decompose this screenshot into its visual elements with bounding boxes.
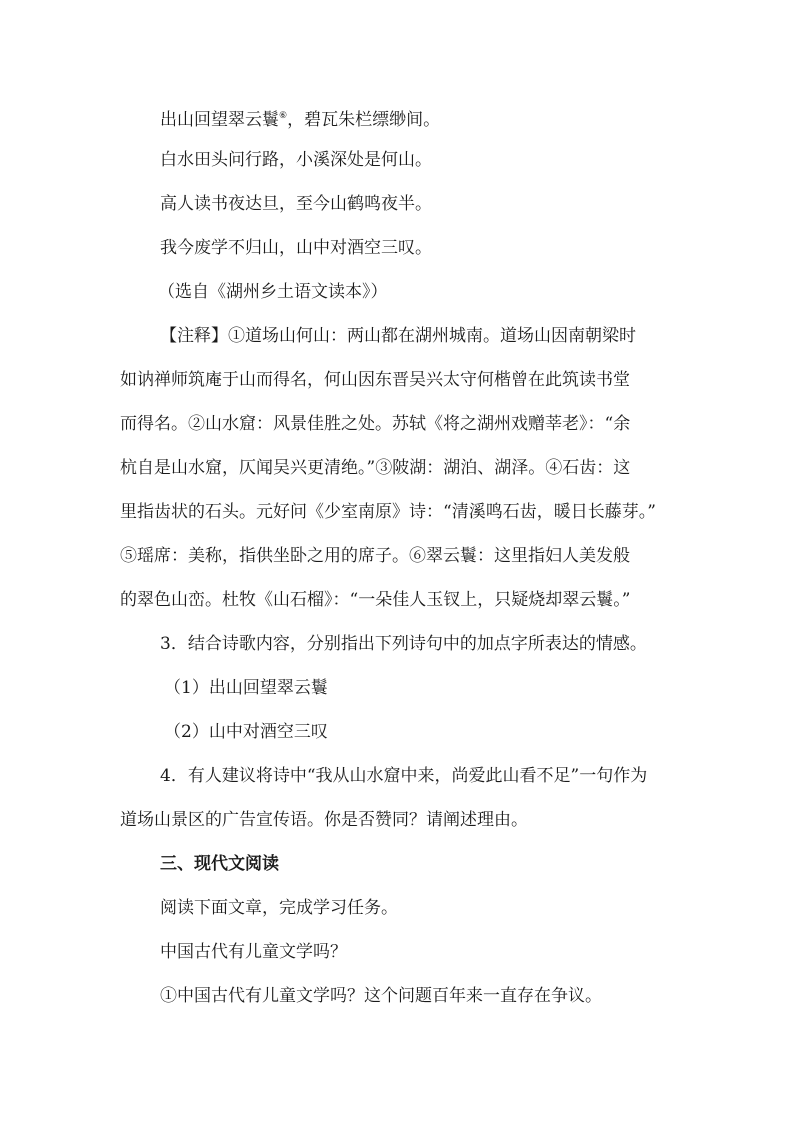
poem-source: （选自《湖州乡土语文读本》） [158,282,388,302]
notes-line: 【注释】①道场山何山：两山都在湖州城南。道场山因南朝梁时 [160,326,636,346]
question-4-line-1: 4．有人建议将诗中“我从山水窟中来，尚爱此山看不足”一句作为 [160,766,648,786]
notes-line: ⑤瑶席：美称，指供坐卧之用的席子。⑥翠云鬟：这里指妇人美发般 [120,546,630,566]
question-3-part-2: （2）山中对酒空三叹 [164,722,328,742]
article-paragraph-1: ①中国古代有儿童文学吗？这个问题百年来一直存在争议。 [160,986,602,1006]
footnote-marker: ⑥ [279,111,288,121]
poem-line-2: 白水田头问行路，小溪深处是何山。 [160,150,432,170]
notes-line: 如讷禅师筑庵于山而得名，何山因东晋吴兴太守何楷曾在此筑读书堂 [120,370,630,390]
article-title: 中国古代有儿童文学吗？ [160,942,347,962]
poem-line-1-text-end: ，碧瓦朱栏缥缈间。 [287,110,441,130]
question-3: 3．结合诗歌内容，分别指出下列诗句中的加点字所表达的情感。 [160,634,647,654]
notes-line: 里指齿状的石头。元好问《少室南原》诗：“清溪鸣石齿，暖日长藤芽。” [120,502,656,522]
question-4-line-2: 道场山景区的广告宣传语。你是否赞同？请阐述理由。 [120,810,528,830]
question-3-part-1: （1）出山回望翠云鬟 [164,678,328,698]
section-heading: 三、现代文阅读 [160,854,279,874]
notes-line: 杭自是山水窟，仄闻吴兴更清绝。”③陂湖：湖泊、湖泽。④石齿：这 [120,458,631,478]
notes-line: 而得名。②山水窟：风景佳胜之处。苏轼《将之湖州戏赠莘老》：“余 [120,414,631,434]
notes-line: 的翠色山峦。杜牧《山石榴》：“一朵佳人玉钗上，只疑烧却翠云鬟。” [120,590,631,610]
poem-line-1-text: 出山回望翠云鬟 [160,110,279,130]
poem-line-1 [160,105,440,131]
section-instruction: 阅读下面文章，完成学习任务。 [160,898,398,918]
poem-line-4: 我今废学不归山，山中对酒空三叹。 [160,238,432,258]
poem-line-3: 高人读书夜达旦，至今山鹤鸣夜半。 [160,194,432,214]
